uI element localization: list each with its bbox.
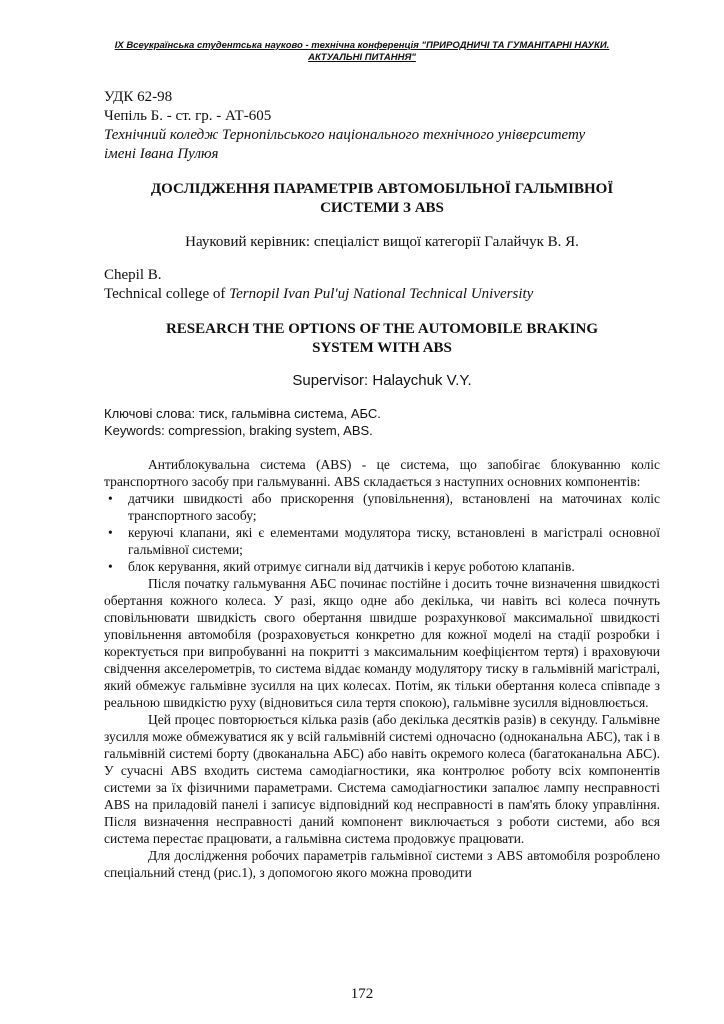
bullet-icon: • — [108, 559, 113, 574]
keywords-en: Keywords: compression, braking system, ABS. — [104, 423, 373, 438]
en-affiliation — [104, 285, 660, 304]
bullet-icon: • — [108, 525, 113, 540]
components-list — [104, 490, 660, 575]
ua-title-line-1: ДОСЛІДЖЕННЯ ПАРАМЕТРІВ АВТОМОБІЛЬНОЇ ГАЛЬМІВНОЇ — [150, 181, 614, 197]
en-author: Chepil B. — [104, 267, 162, 283]
list-item-text: датчики швидкості або прискорення (уповільнення), встановлені на маточинах коліс транспортного засобу; — [128, 491, 660, 523]
ua-paper-title — [104, 180, 660, 218]
paragraph-4: Для дослідження робочих параметрів гальмівної системи з ABS автомобіля розроблено спеціальний стенд (рис.1), з допомогою якого можна проводити — [104, 848, 660, 880]
en-affiliation-prefix: Technical college of — [104, 286, 230, 302]
ua-author-block — [104, 88, 660, 164]
page-number: 172 — [350, 986, 374, 1002]
paragraph-3: Цей процес повторюється кілька разів (або декілька десятків разів) в секунду. Гальмівне зусилля може обмежуватися як у всій гальмівній системі одночасно (одноканальна АБС), так і в гальмівній системі борту (двоканальна АБС) або навіть окремого колеса (багатоканальна АБС). У сучасні ABS входить система самодіагностики, яка контролює роботу всіх компонентів системи за їх фізичними параметрами. Система самодіагностики запалює лампу несправності ABS на приладовій панелі і записує відповідний код несправності в пам'ять блоку управління. Після визначення несправності даний компонент виключається з роботи системи, або вся система перестає працювати, а гальмівна система продовжує працювати. — [104, 712, 660, 846]
en-title-line-2: SYSTEM WITH ABS — [312, 340, 452, 356]
en-paper-title — [104, 320, 660, 358]
udk-code: УДК 62-98 — [104, 89, 173, 105]
en-author-block — [104, 266, 660, 304]
bullet-icon: • — [108, 491, 113, 506]
en-affiliation-university: Ternopil Ivan Pul'uj National Technical University — [229, 286, 534, 302]
ua-affiliation-line-2: імені Івана Пулюя — [104, 146, 219, 162]
paragraph-2: Після початку гальмування АБС починає постійне і досить точне визначення швидкості обертання кожного колеса. У разі, якщо одне або декілька, чи навіть всі колеса почнуть сповільнювати швидкість свого обертання швидше розрахункової максимальної швидкості уповільнення автомобіля (розраховується конкретно для кожної моделі на стадії розробки і коректується при випробуванні на покритті з максимальним коефіцієнтом тертя) і враховуючи свідчення акселерометрів, то система віддає команду модулятору тиску в гальмівній магістралі, який обмежує гальмівне зусилля на цих колесах. Потім, як тільки обертання колеса співпаде з реальною швидкістю руху (відновиться сила тертя спокою), гальмівне зусилля відновлюється. — [104, 576, 660, 710]
ua-affiliation-line-1: Технічний коледж Тернопільського національного технічного університету — [104, 127, 586, 143]
ua-supervisor: Науковий керівник: спеціаліст вищої категорії Галайчук В. Я. — [185, 234, 579, 250]
en-supervisor: Supervisor: Halaychuk V.Y. — [292, 372, 472, 389]
ua-title-line-2: СИСТЕМИ З ABS — [320, 200, 444, 216]
list-item — [104, 490, 660, 524]
paragraph-intro: Антиблокувальна система (ABS) - це система, що запобігає блокуванню коліс транспортного засобу при гальмуванні. ABS складається з наступних основних компонентів: — [104, 457, 660, 489]
list-item — [104, 558, 660, 575]
paper-body — [104, 456, 660, 881]
en-title-line-1: RESEARCH THE OPTIONS OF THE AUTOMOBILE BRAKING — [165, 321, 599, 337]
header-line-1: IX Всеукраїнська студентська науково - технічна конференція "ПРИРОДНИЧІ ТА ГУМАНІТАРНІ НАУКИ. — [114, 40, 610, 51]
list-item-text: керуючі клапани, які є елементами модулятора тиску, встановлені в магістралі основної гальмівної системи; — [128, 525, 660, 557]
keywords-ua: Ключові слова: тиск, гальмівна система, АБС. — [104, 406, 381, 421]
ua-author: Чепіль Б. - ст. гр. - АТ-605 — [104, 108, 272, 124]
list-item — [104, 524, 660, 558]
list-item-text: блок керування, який отримує сигнали від датчиків і керує роботою клапанів. — [128, 559, 575, 574]
conference-header — [0, 40, 724, 64]
keywords-block — [104, 405, 660, 439]
header-line-2: АКТУАЛЬНІ ПИТАННЯ" — [308, 52, 416, 63]
